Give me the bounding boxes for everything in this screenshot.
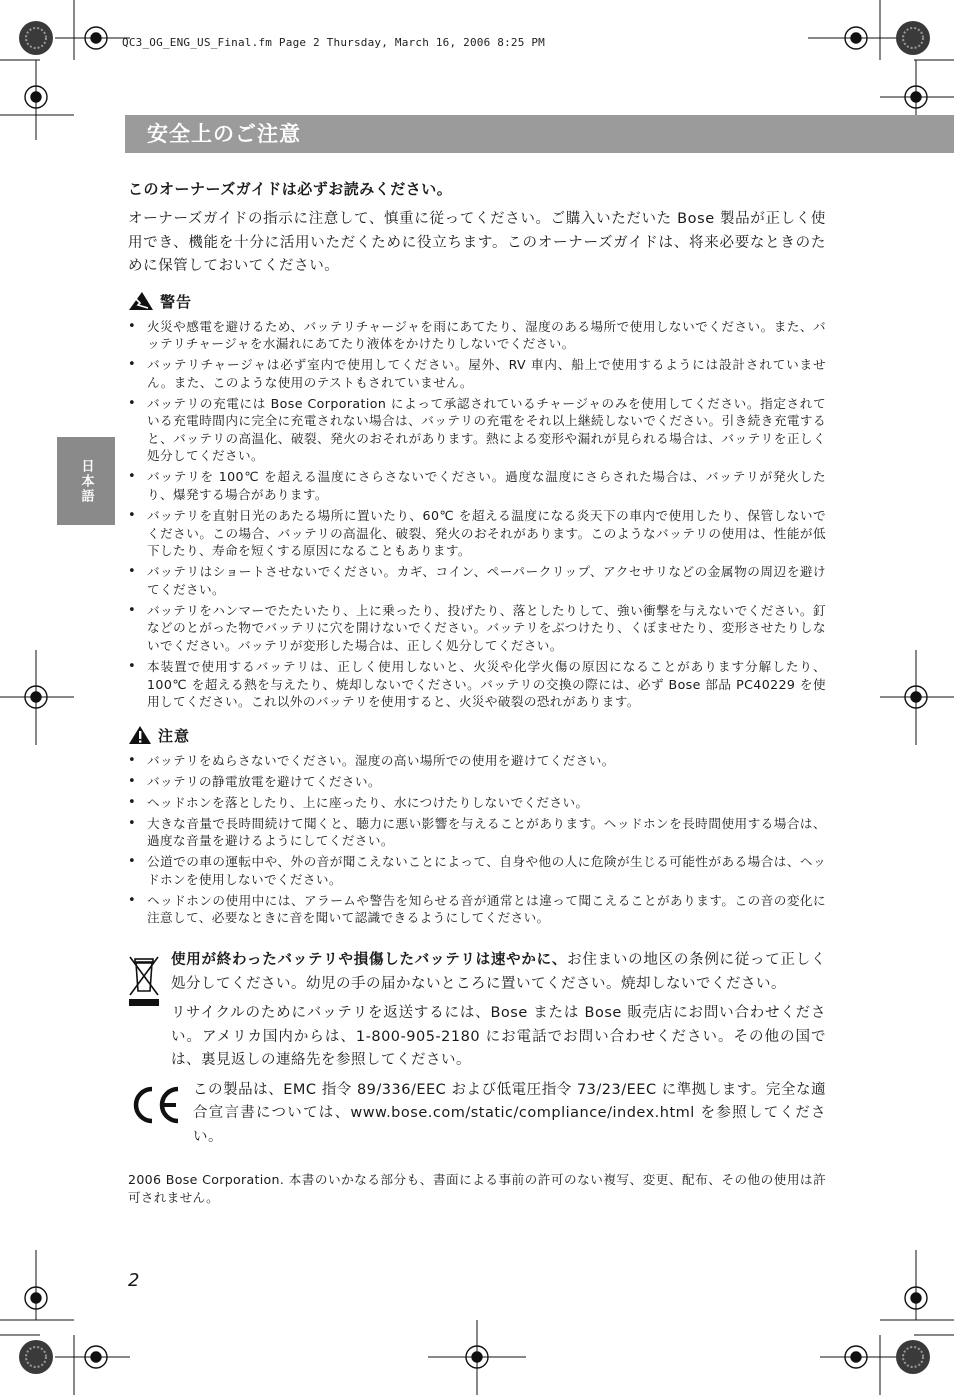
list-item: • 火災や感電を避けるため、バッテリチャージャを雨にあてたり、湿度のある場所で使用しないでください。また、バッテリチャージャを水漏れにあてたり液体をかけたりしないでください。 <box>128 318 826 353</box>
caution-triangle-icon <box>128 725 152 745</box>
list-item: • バッテリを 100℃ を超える温度にさらさないでください。過度な温度にさらされた場合は、バッテリが発火したり、爆発する場合があります。 <box>128 468 826 503</box>
recycle-text: リサイクルのためにバッテリを返送するには、Bose または Bose 販売店にお問い合わせください。アメリカ国内からは、1-800-905-2180 にお電話でお問い合わせください。その他の国では、裏見返しの連絡先を参照してください。 <box>171 1005 826 1068</box>
list-item: • バッテリを直射日光のあたる場所に置いたり、60℃ を超える温度になる炎天下の車内で使用したり、保管しないでください。この場合、バッテリの高温化、破裂、発火のおそれがあります。このようなバッテリの使用は、性能が低下したり、寿命を短くする原因になることもあります。 <box>128 507 826 560</box>
list-item: • ヘッドホンを落としたり、上に座ったり、水につけたりしないでください。 <box>128 794 826 812</box>
disposal-rest: お住まいの地区の条例に従って正しく処分してください。幼児の手の届かないところに置いてください。焼却しないでください。 <box>171 952 827 992</box>
caution-heading-text: 注意 <box>158 726 191 745</box>
list-item: • バッテリチャージャは必ず室内で使用してください。屋外、RV 車内、船上で使用するようには設計されていません。また、このような使用のテストもされていません。 <box>128 356 826 391</box>
list-item: • 大きな音量で長時間続けて聞くと、聴力に悪い影響を与えることがあります。ヘッドホンを長時間使用する場合は、過度な音量を避けるようにしてください。 <box>128 815 826 850</box>
lead-title: このオーナーズガイドは必ずお読みください。 <box>128 180 453 198</box>
main-content <box>128 178 826 1220</box>
ce-section <box>128 1079 826 1150</box>
caution-list <box>128 752 826 927</box>
ce-text: この製品は、EMC 指令 89/336/EEC および低電圧指令 73/23/EEC に準拠します。完全な適合宣言書については、www.bose.com/static/compliance/index.html を参照してください。 <box>193 1081 826 1145</box>
list-item: • バッテリをぬらさないでください。湿度の高い場所での使用を避けてください。 <box>128 752 826 770</box>
language-side-tab <box>57 437 115 525</box>
caution-heading <box>128 725 826 746</box>
warning-heading <box>128 291 826 312</box>
language-label: 日本語 <box>78 458 94 504</box>
list-item: • バッテリの静電放電を避けてください。 <box>128 773 826 791</box>
warning-heading-text: 警告 <box>160 292 193 311</box>
list-item: • 本装置で使用するバッテリは、正しく使用しないと、火災や化学火傷の原因になることがあります分解したり、100℃ を超える熱を与えたり、焼却しないでください。バッテリの交換の際には、必ず Bose 部品 PC40229 を使用してください。これ以外のバッテリを使用すると、火災や破裂の恐れがあります。 <box>128 658 826 711</box>
list-item: • バッテリはショートさせないでください。カギ、コイン、ペーパークリップ、アクセサリなどの金属物の周辺を避けてください。 <box>128 563 826 598</box>
disposal-section <box>128 949 826 1073</box>
list-item: • ヘッドホンの使用中には、アラームや警告を知らせる音が通常とは違って聞こえることがあります。この音の変化に注意して、必要なときに音を聞いて認識できるようにしてください。 <box>128 892 826 927</box>
copyright-notice: 2006 Bose Corporation. 本書のいかなる部分も、書面による事前の許可のない複写、変更、配布、その他の使用は許可されません。 <box>128 1172 826 1205</box>
warning-triangle-bolt-icon <box>128 291 154 311</box>
lead-text: オーナーズガイドの指示に注意して、慎重に従ってください。ご購入いただいた Bose 製品が正しく使用でき、機能を十分に活用いただくために役立ちます。このオーナーズガイドは、将来必要なときのために保管しておいてください。 <box>128 211 826 274</box>
crossed-out-bin-icon <box>128 953 160 1007</box>
page-title: 安全上のご注意 <box>147 122 301 146</box>
warning-list <box>128 318 826 711</box>
ce-mark-icon <box>128 1085 182 1125</box>
list-item: • バッテリをハンマーでたたいたり、上に乗ったり、投げたり、落としたりして、強い衝撃を与えないでください。釘などのとがった物でバッテリに穴を開けないでください。バッテリをぶつけたり、くぼませたり、変形させたりしないでください。バッテリが変形した場合は、正しく処分してください。 <box>128 602 826 655</box>
print-header: QC3_OG_ENG_US_Final.fm Page 2 Thursday, March 16, 2006 8:25 PM <box>122 36 545 49</box>
title-bar <box>125 115 954 153</box>
disposal-text <box>171 949 826 996</box>
list-item: • バッテリの充電には Bose Corporation によって承認されているチャージャのみを使用してください。指定されている充電時間内に完全に充電されない場合は、バッテリの充電をそれ以上継続しないでください。引き続き充電すると、バッテリの高温化、破裂、発火のおそれがあります。熱による変形や漏れが見られる場合は、バッテリを正しく処分してください。 <box>128 395 826 465</box>
page-number: 2 <box>128 1270 140 1291</box>
list-item: • 公道での車の運転中や、外の音が聞こえないことによって、自身や他の人に危険が生じる可能性がある場合は、ヘッドホンを使用しないでください。 <box>128 853 826 888</box>
disposal-bold: 使用が終わったバッテリや損傷したバッテリは速やかに、 <box>171 952 568 968</box>
